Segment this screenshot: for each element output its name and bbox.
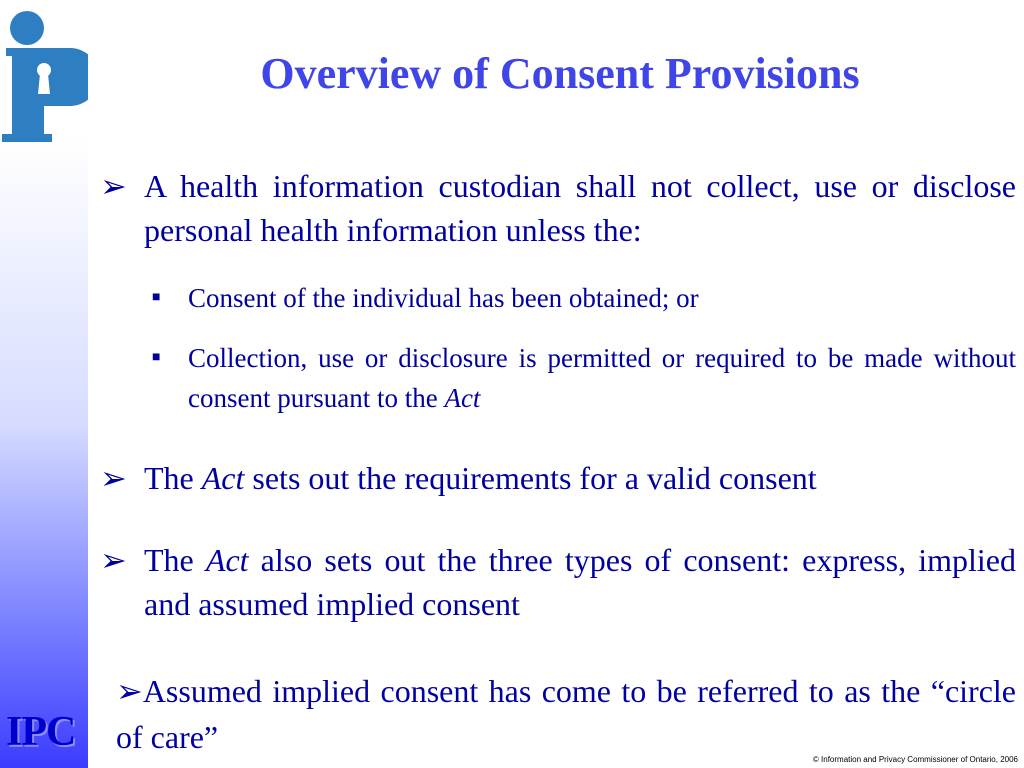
bullet-text — [96, 668, 1016, 760]
sub-bullet-without-consent — [152, 338, 1016, 418]
square-bullet-icon: ■ — [152, 350, 161, 365]
ipc-keyhole-logo-icon — [0, 6, 88, 148]
sub-bullet-text-main: Collection, use or disclosure is permitted or required to be made without consent pursuant to the — [188, 343, 1016, 413]
bullet-valid-consent — [96, 456, 1016, 500]
sub-bullet-text — [188, 338, 1016, 418]
ipc-wordmark: IPC — [6, 709, 76, 755]
bullet-text: A health information custodian shall not collect, use or disclose personal health information unless the: — [144, 168, 1016, 248]
bullet-text-post: sets out the requirements for a valid consent — [244, 460, 817, 496]
arrow-bullet-icon: ➢ — [100, 168, 127, 204]
arrow-bullet-icon: ➢ — [116, 673, 143, 709]
bullet-text-pre: The — [144, 460, 202, 496]
bullet-text — [144, 538, 1016, 626]
act-emphasis: Act — [201, 460, 245, 496]
bullet-custodian — [96, 164, 1016, 252]
sub-bullet-text: Consent of the individual has been obtained; or — [188, 283, 699, 313]
bullet-types-of-consent — [96, 538, 1016, 626]
bullet-text-post: also sets out the three types of consent: express, implied and assumed implied consent — [144, 542, 1016, 622]
arrow-bullet-icon: ➢ — [100, 542, 127, 578]
act-emphasis: Act — [444, 383, 481, 413]
arrow-bullet-icon: ➢ — [100, 460, 127, 496]
sub-bullet-consent-obtained — [152, 278, 1016, 318]
bullet-text-pre: The — [144, 542, 206, 578]
act-emphasis: Act — [205, 542, 249, 578]
bullet-text-main: Assumed implied consent has come to be referred to as the “circle of care” — [116, 673, 1016, 755]
slide-title: Overview of Consent Provisions — [260, 49, 860, 98]
square-bullet-icon: ■ — [152, 290, 161, 305]
bullet-text — [144, 456, 1016, 500]
bullet-circle-of-care — [96, 668, 1016, 760]
copyright-notice: © Information and Privacy Commissioner of Ontario, 2006 — [812, 755, 1018, 764]
